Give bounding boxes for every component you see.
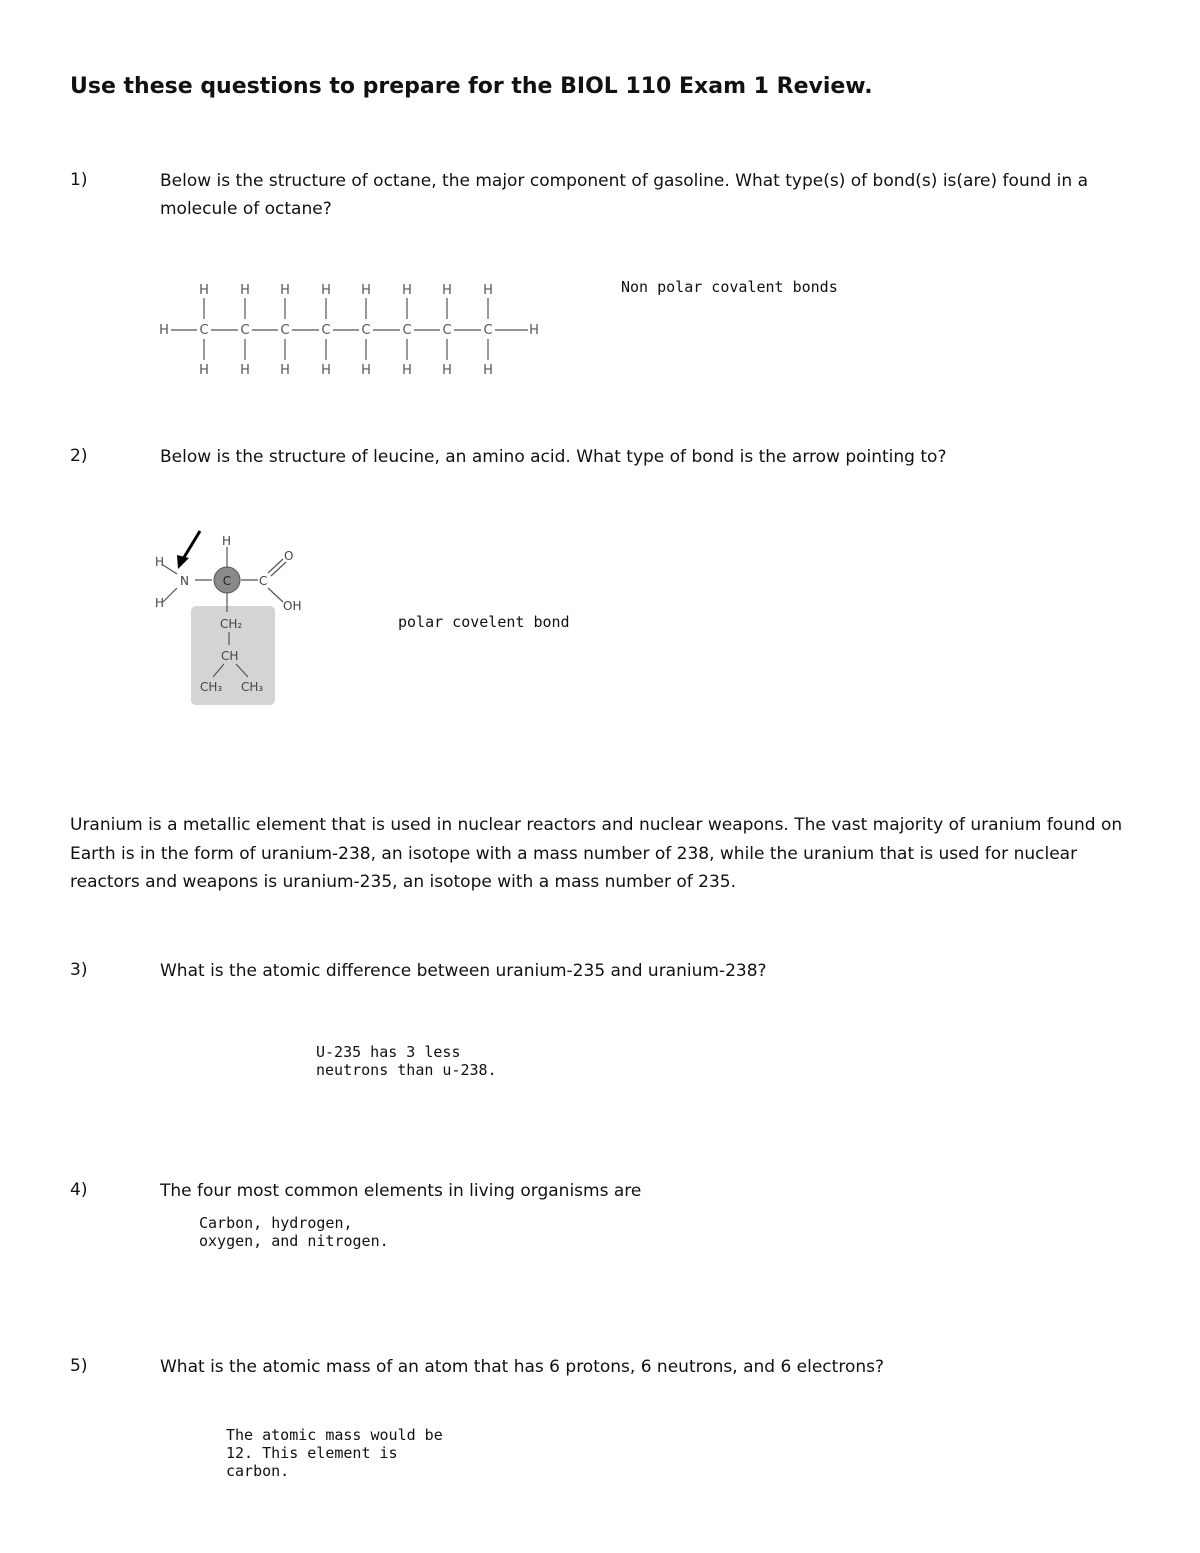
atom-c: C xyxy=(240,323,250,338)
atom-h: H xyxy=(442,283,452,298)
question-text: What is the atomic difference between uranium-235 and uranium-238? xyxy=(160,961,767,981)
atom-oh: OH xyxy=(283,599,302,613)
bond-c-o-double xyxy=(271,562,286,576)
atom-h: H xyxy=(361,363,371,378)
atom-o: O xyxy=(284,549,294,563)
question-number: 1) xyxy=(70,170,88,190)
atom-h: H xyxy=(240,283,250,298)
atom-h: H xyxy=(155,596,165,610)
atom-c: C xyxy=(483,323,493,338)
bond-c-oh xyxy=(268,588,283,602)
atom-c: C xyxy=(361,323,371,338)
octane-structure-diagram xyxy=(150,276,550,382)
atom-h: H xyxy=(321,363,331,378)
group-ch2: CH₂ xyxy=(220,617,243,631)
atom-n: N xyxy=(180,574,189,588)
atom-h: H xyxy=(159,323,169,338)
atom-h: H xyxy=(240,363,250,378)
page-title: Use these questions to prepare for the BIOL 110 Exam 1 Review. xyxy=(70,74,873,99)
atom-h: H xyxy=(199,363,209,378)
atom-h: H xyxy=(155,555,165,569)
atom-h: H xyxy=(402,283,412,298)
arrow-line xyxy=(183,531,200,559)
atom-h: H xyxy=(222,534,232,548)
bond-h-n xyxy=(163,565,177,574)
uranium-paragraph: Uranium is a metallic element that is used in nuclear reactors and nuclear weapons. The vast majority of uranium found on Earth is in the form of uranium-238, an isotope with a mass number of 238, while the uranium that is used for nuclear reactors and weapons is uranium-235, an isotope with a mass number of 235. xyxy=(70,815,1123,892)
question-number: 3) xyxy=(70,960,88,980)
atom-h: H xyxy=(361,283,371,298)
atom-h: H xyxy=(280,363,290,378)
atom-c: C xyxy=(442,323,452,338)
atom-h: H xyxy=(483,283,493,298)
answer-text: Non polar covalent bonds xyxy=(621,278,838,296)
atom-h: H xyxy=(483,363,493,378)
answer-text: polar covelent bond xyxy=(398,613,570,631)
bond-c-o-double xyxy=(268,559,283,573)
atom-c: C xyxy=(280,323,290,338)
atom-c: C xyxy=(259,574,268,588)
atom-h: H xyxy=(402,363,412,378)
question-number: 4) xyxy=(70,1180,88,1200)
answer-text: U-235 has 3 less neutrons than u-238. xyxy=(316,1043,497,1079)
answer-text: The atomic mass would be 12. This element is carbon. xyxy=(226,1426,443,1480)
question-number: 2) xyxy=(70,446,88,466)
atom-c: C xyxy=(402,323,412,338)
leucine-structure-diagram xyxy=(150,525,320,710)
atom-c: C xyxy=(222,574,232,588)
atom-c: C xyxy=(321,323,331,338)
group-ch: CH xyxy=(221,649,239,663)
group-ch3: CH₃ xyxy=(200,680,223,694)
group-ch3: CH₃ xyxy=(241,680,264,694)
atom-h: H xyxy=(529,323,539,338)
atom-h: H xyxy=(321,283,331,298)
arrow-head xyxy=(177,555,189,569)
question-text: What is the atomic mass of an atom that has 6 protons, 6 neutrons, and 6 electrons? xyxy=(160,1357,884,1377)
question-text: The four most common elements in living organisms are xyxy=(160,1181,642,1201)
atom-h: H xyxy=(442,363,452,378)
atom-h: H xyxy=(280,283,290,298)
question-text: Below is the structure of octane, the major component of gasoline. What type(s) of bond(s) is(are) found in a molecule of octane? xyxy=(160,171,1089,219)
bond-h-n xyxy=(163,588,177,602)
answer-text: Carbon, hydrogen, oxygen, and nitrogen. xyxy=(199,1214,389,1250)
question-text: Below is the structure of leucine, an amino acid. What type of bond is the arrow pointing to? xyxy=(160,447,947,467)
atom-c: C xyxy=(199,323,209,338)
atom-h: H xyxy=(199,283,209,298)
question-number: 5) xyxy=(70,1356,88,1376)
